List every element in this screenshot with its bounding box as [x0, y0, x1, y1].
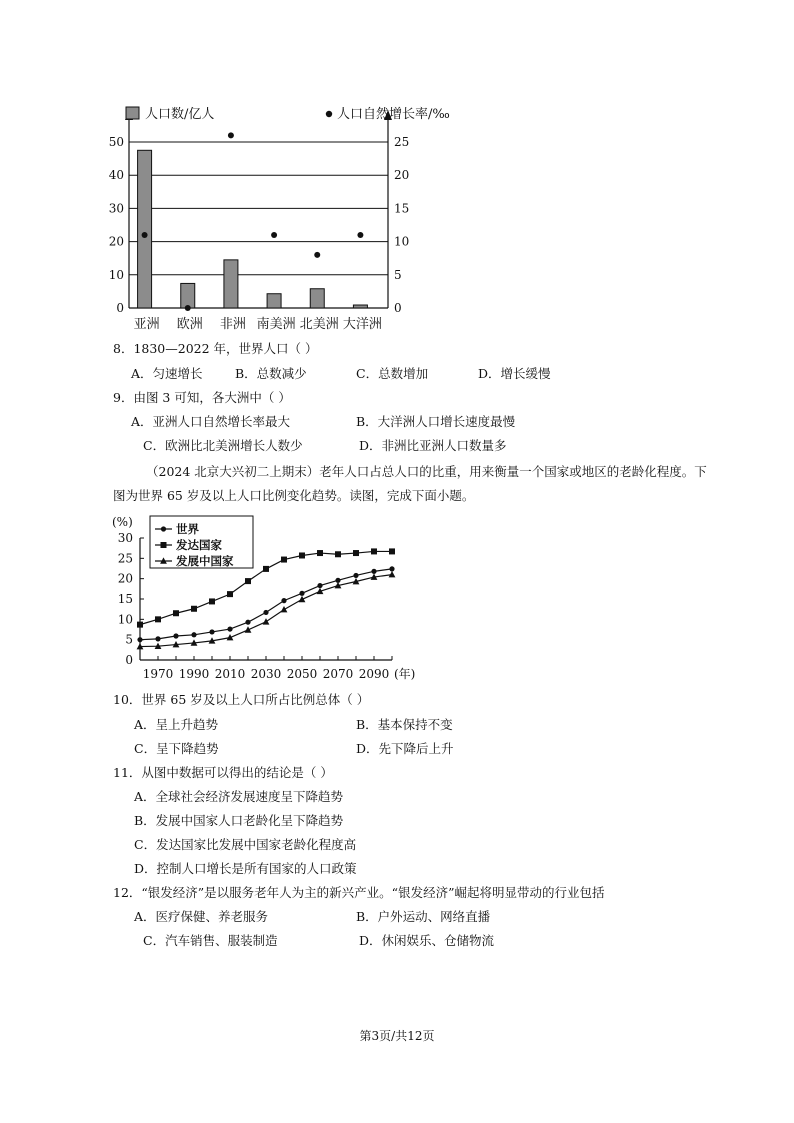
- legend-marker-square: [161, 542, 167, 548]
- data-point-triangle: [263, 618, 270, 624]
- q10-option-a: A．呈上升趋势: [134, 717, 219, 732]
- q11-stem: 11．从图中数据可以得出的结论是（ ）: [113, 765, 333, 780]
- q12-option-a: A．医疗保健、养老服务: [134, 909, 269, 924]
- data-point-circle: [299, 591, 304, 596]
- q9-option-b: B．大洋洲人口增长速度最慢: [356, 414, 516, 429]
- q11-option-c: C．发达国家比发展中国家老龄化程度高: [134, 837, 357, 852]
- y-right-tick-label: 5: [394, 267, 402, 282]
- q10-option-d: D．先下降后上升: [356, 741, 454, 756]
- y-left-tick-label: 30: [108, 201, 124, 216]
- legend-label: 发达国家: [176, 538, 222, 552]
- x-tick-label: 1990: [178, 667, 210, 681]
- category-label: 亚洲: [133, 317, 160, 332]
- y-right-tick-label: 0: [394, 301, 402, 315]
- x-tick-label: 2010: [214, 667, 246, 681]
- category-label: 大洋洲: [342, 317, 382, 332]
- intro-line-1: （2024 北京大兴初二上期末）老年人口占总人口的比重，用来衡量一个国家或地区的老龄化程度。下: [146, 464, 707, 479]
- data-point-square: [371, 548, 377, 554]
- data-point-square: [155, 616, 161, 622]
- y-tick-label: 25: [117, 551, 133, 566]
- q12-option-d: D．休闲娱乐、仓储物流: [359, 933, 495, 948]
- y-tick-label: 15: [117, 592, 133, 606]
- data-point-circle: [281, 598, 286, 603]
- legend-bar-label: 人口数/亿人: [145, 107, 215, 122]
- data-point-circle: [263, 610, 268, 615]
- q12-stem: 12．“银发经济”是以服务老年人为主的新兴产业。“银发经济”崛起将明显带动的行业包括: [113, 885, 605, 900]
- data-point-square: [281, 557, 287, 563]
- y-right-tick-label: 10: [394, 234, 410, 249]
- q11-option-b: B．发展中国家人口老龄化呈下降趋势: [134, 813, 344, 828]
- data-point-circle: [155, 636, 160, 641]
- data-point-triangle: [245, 626, 252, 632]
- category-label: 北美洲: [299, 317, 339, 332]
- legend-marker-circle: [161, 526, 166, 531]
- data-point-square: [245, 578, 251, 584]
- data-point-square: [191, 606, 197, 612]
- data-point-circle: [173, 633, 178, 638]
- q8-option-c: C．总数增加: [356, 366, 429, 381]
- data-point-circle: [209, 629, 214, 634]
- q10-option-c: C．呈下降趋势: [134, 741, 219, 756]
- data-point-circle: [371, 569, 376, 574]
- y-tick-label: 10: [117, 612, 133, 627]
- y-left-tick-label: 40: [108, 168, 124, 183]
- data-point-circle: [227, 626, 232, 631]
- q9-option-d: D．非洲比亚洲人口数量多: [359, 438, 507, 453]
- y-right-tick-label: 20: [394, 168, 410, 183]
- q10-option-b: B．基本保持不变: [356, 717, 453, 732]
- y-left-tick-label: 50: [108, 135, 124, 149]
- data-point-triangle: [281, 606, 288, 612]
- y-tick-label: 0: [125, 653, 133, 667]
- data-point-square: [299, 552, 305, 558]
- q8-stem: 8．1830—2022 年，世界人口（ ）: [113, 341, 318, 356]
- q8-option-b: B．总数减少: [235, 366, 307, 381]
- q9-option-a: A．亚洲人口自然增长率最大: [131, 414, 291, 429]
- data-point-square: [173, 610, 179, 616]
- legend-label: 发展中国家: [176, 554, 234, 568]
- x-tick-label: 2070: [322, 667, 354, 681]
- data-point-circle: [389, 566, 394, 571]
- y-left-tick-label: 0: [116, 301, 124, 315]
- data-point-circle: [353, 573, 358, 578]
- category-label: 南美洲: [256, 317, 296, 332]
- data-point-circle: [191, 632, 196, 637]
- q12-option-c: C．汽车销售、服装制造: [143, 933, 278, 948]
- data-point-square: [137, 622, 143, 628]
- data-point-triangle: [389, 571, 396, 577]
- x-tick-label: 2030: [250, 667, 282, 681]
- q9-option-c: C．欧洲比北美洲增长人数少: [143, 438, 303, 453]
- data-point-circle: [317, 583, 322, 588]
- y-left-tick-label: 10: [108, 267, 124, 282]
- y-tick-label: 20: [117, 571, 133, 586]
- y-left-tick-label: 20: [108, 234, 124, 249]
- data-point-circle: [245, 620, 250, 625]
- y-right-tick-label: 25: [394, 135, 410, 149]
- data-point-square: [389, 548, 395, 554]
- intro-line-2: 图为世界 65 岁及以上人口比例变化趋势。读图，完成下面小题。: [113, 488, 475, 503]
- y-tick-label: 30: [117, 531, 133, 545]
- page-footer: 第3页/共12页: [359, 1029, 435, 1043]
- data-point-square: [353, 550, 359, 556]
- x-tick-label: 2050: [286, 667, 318, 681]
- x-tick-label: 2090: [358, 667, 390, 681]
- data-point-square: [335, 551, 341, 557]
- q11-option-a: A．全球社会经济发展速度呈下降趋势: [134, 789, 344, 804]
- q9-stem: 9．由图 3 可知，各大洲中（ ）: [113, 390, 291, 405]
- x-tick-label: 1970: [142, 667, 174, 681]
- data-point-circle: [137, 637, 142, 642]
- legend-point-label: 人口自然增长率/‰: [337, 107, 450, 122]
- q10-stem: 10．世界 65 岁及以上人口所占比例总体（ ）: [113, 692, 370, 707]
- y-right-tick-label: 15: [394, 201, 410, 216]
- y-tick-label: 5: [125, 632, 133, 647]
- q11-option-d: D．控制人口增长是所有国家的人口政策: [134, 861, 357, 876]
- series-line-circle: [140, 569, 392, 640]
- data-point-square: [209, 598, 215, 604]
- q8-option-a: A．匀速增长: [131, 366, 203, 381]
- data-point-square: [227, 591, 233, 597]
- category-label: 非洲: [219, 317, 246, 332]
- data-point-square: [263, 566, 269, 572]
- data-point-triangle: [299, 596, 306, 602]
- category-label: 欧洲: [176, 317, 203, 332]
- x-axis-unit-label: (年): [394, 667, 416, 681]
- data-point-square: [317, 550, 323, 556]
- q12-option-b: B．户外运动、网络直播: [356, 909, 491, 924]
- legend-label: 世界: [176, 522, 199, 536]
- q8-option-d: D．增长缓慢: [478, 366, 551, 381]
- y-axis-unit-label: (%): [112, 515, 133, 529]
